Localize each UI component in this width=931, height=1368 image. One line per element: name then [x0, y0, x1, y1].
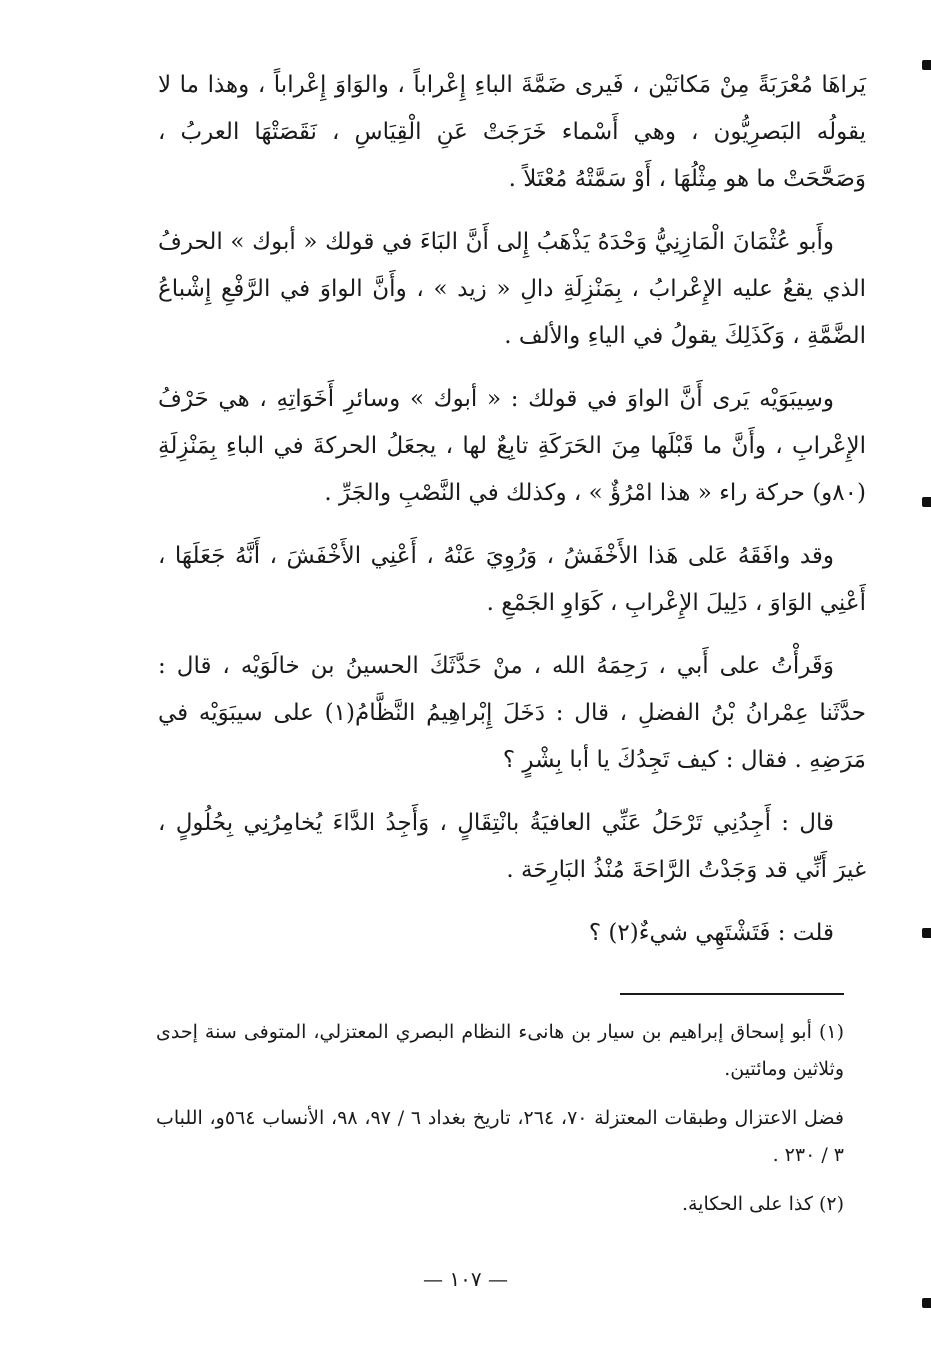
scan-edge-mark [922, 928, 931, 938]
footnote-1-references: فضل الاعتزال وطبقات المعتزلة ٧٠، ٢٦٤، تاريخ بغداد ٦ / ٩٧، ٩٨، الأنساب ٥٦٤و، اللباب ٣ / ٢٣٠ . [156, 1107, 844, 1166]
page-number: — ١٠٧ — [423, 1267, 508, 1291]
paragraph-3: وسِيبَوَيْه يَرى أَنَّ الواوَ في قولك : « أبوك » وسائرِ أَخَوَاتِهِ ، هي حَرْفُ الإِعْرابِ ، وأَنَّ ما قَبْلَها مِنَ الحَرَكَةِ تابِعٌ لها ، يجعَلُ الحركةَ في الباءِ بِمَنْزِلَةِ (٨٠و) حركة راء « هذا امْرُؤٌ » ، وكذلك في النَّصْبِ والجَرِّ . [158, 386, 866, 506]
footnotes [156, 1014, 844, 1235]
scan-edge-mark [922, 497, 931, 507]
footnote-2: (٢) كذا على الحكاية. [681, 1193, 844, 1215]
paragraph-2: وأَبو عُثْمَانَ الْمَازِنِيُّ وَحْدَهُ يَذْهَبُ إِلى أَنَّ البَاءَ في قولك « أبوك » الحرفُ الذي يقعُ عليه الإِعْرابُ ، بِمَنْزِلَةِ دالِ « زيد » ، وأَنَّ الواوَ في الرَّفْعِ إِشْباعُ الضَّمَّةِ ، وَكَذَلِكَ يقولُ في الياءِ والألف . [158, 229, 866, 349]
scan-edge-mark [922, 1298, 931, 1308]
main-text-body [158, 62, 866, 973]
scan-edge-mark [922, 60, 931, 70]
paragraph-5: وَقَرأْتُ على أَبي ، رَحِمَهُ الله ، منْ حَدَّثَكَ الحسينُ بن خالَوَيْه ، قال : حدَّثَنا عِمْرانُ بْنُ الفضلِ ، قال : دَخَلَ إِبْراهِيمُ النَّظَّامُ(١) على سيبَوَيْه في مَرَضِهِ . فقال : كيف تَجِدُكَ يا أبا بِشْرٍ ؟ [158, 653, 866, 773]
paragraph-6: قال : أَجِدُنِي تَرْحَلُ عَنِّي العافيَةُ بانْتِقَالٍ ، وَأَجِدُ الدَّاءَ يُخامِرُنِي بِحُلُولٍ ، غيرَ أَنِّي قد وَجَدْتُ الرَّاحَةَ مُنْذُ البَارِحَة . [158, 810, 866, 883]
paragraph-4: وقد وافَقَهُ عَلى هَذا الأَخْفَشُ ، وَرُوِيَ عَنْهُ ، أَعْنِي الأَخْفَشَ ، أَنَّهُ جَعَلَهَا ، أَعْنِي الوَاوَ ، دَلِيلَ الإِعْرابِ ، كَوَاوِ الجَمْعِ . [158, 543, 866, 616]
footnote-1: (١) أبو إسحاق إبراهيم بن سيار بن هانىء النظام البصري المعتزلي، المتوفى سنة إحدى وثلاثين ومائتين. [156, 1021, 844, 1080]
paragraph-1: يَراهَا مُعْرَبَةً مِنْ مَكانَيْن ، فَيرى ضَمَّةَ الباءِ إِعْراباً ، والوَاوَ إِعْراباً ، وهذا ما لا يقولُه البَصرِيُّون ، وهي أَسْماء خَرَجَتْ عَنِ الْقِيَاسِ ، نَقَصَتْهَا العربُ ، وَصَحَّحَتْ ما هو مِثْلُهَا ، أَوْ سَمَّتْهُ مُعْتَلاً . [158, 72, 867, 192]
footnote-divider [620, 993, 844, 995]
paragraph-7: قلت : فَتَشْتَهِي شيءٌ(٢) ؟ [588, 920, 834, 946]
